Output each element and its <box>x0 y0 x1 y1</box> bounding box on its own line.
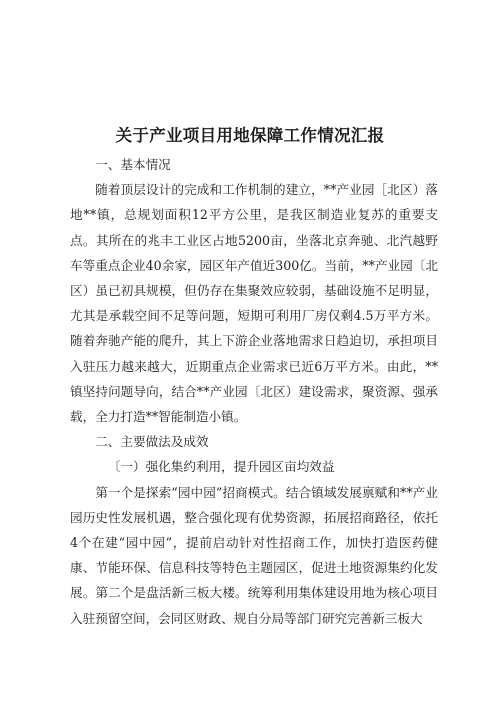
sub-heading: 〔一）强化集约利用，提升园区亩均效益 <box>107 459 335 475</box>
document-title: 关于产业项目用地保障工作情况汇报 <box>115 126 385 145</box>
document-body <box>70 152 438 631</box>
paragraph: 第一个是探索“园中园”招商模式。结合镇域发展禀赋和**产业园历史性发展机遇，整合强化现有优势资源，拓展招商路径，依托4个在建“园中园”，提前启动针对性招商工作，加快打造医药健康、节能环保、信息科技等特色主题园区，促进土地资源集约化发展。第二个是盘活新三板大楼。统筹利用集体建设用地为核心项目入驻预留空间，会同区财政、规自分局等部门研究完善新三板大 <box>70 484 438 626</box>
section-heading: 一、基本情况 <box>95 157 171 172</box>
paragraph: 随着顶层设计的完成和工作机制的建立，**产业园［北区）落地**镇，总规划面积12平方公里，是我区制造业复苏的重要支点。其所在的兆丰工业区占地5200亩，坐落北京奔驰、北汽越野车等重点企业40余家，园区年产值近300亿。当前，**产业园〔北区）虽已初具规模，但仍存在集聚效应较弱，基础设施不足明显，尤其是承载空间不足等问题，短期可利用厂房仅剩4.5万平方米。随着奔驰产能的爬升，其上下游企业落地需求日趋迫切，承担项目入驻压力越来越大，近期重点企业需求已近6万平方米。由此，**镇坚持问题导向，结合**产业园〔北区）建设需求，聚资源、强承载，全力打造**智能制造小镇。 <box>70 182 438 425</box>
section-heading: 二、主要做法及成效 <box>95 434 209 450</box>
